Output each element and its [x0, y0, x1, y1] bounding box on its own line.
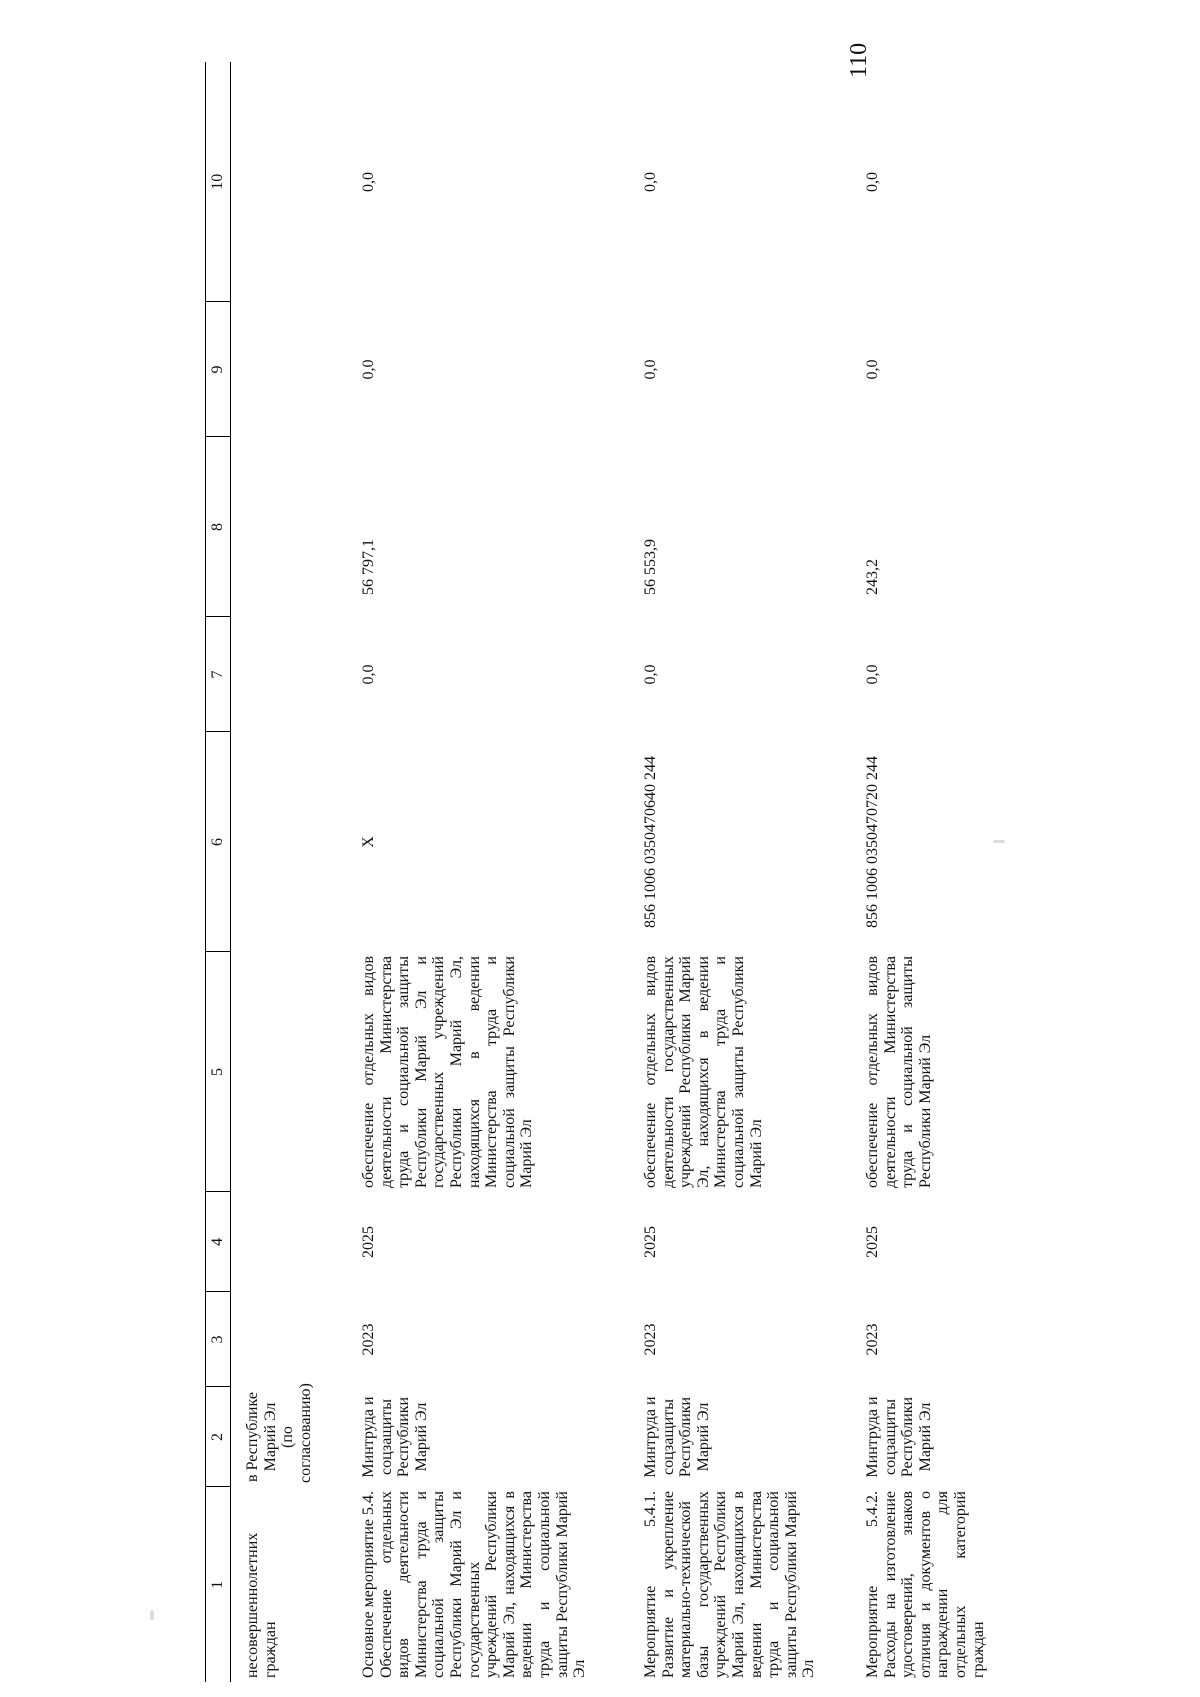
cell-value-7: 0,0: [864, 664, 881, 685]
column-header-10: 10: [206, 62, 231, 302]
rotated-table-container: [205, 42, 1005, 1682]
cell-code: [231, 732, 348, 952]
cell-value-7: 0,0: [360, 664, 377, 685]
cell-start: 2023: [360, 1323, 377, 1356]
column-header-9: 9: [206, 302, 231, 437]
column-header-4: 4: [206, 1192, 231, 1292]
cell-value-8: 56 797,1: [360, 539, 377, 595]
cell-value-10: 0,0: [864, 172, 881, 192]
cell-value-7: [231, 617, 348, 732]
column-header-3: 3: [206, 1292, 231, 1387]
cell-value-9: 0,0: [864, 359, 881, 380]
cell-name: Мероприятие 5.4.1. Развитие и укрепление материально-технической базы государственных учреждений Республики Марий Эл, находящихся в ведении Министерства труда и социальной защиты Республики Марий Эл: [642, 1491, 818, 1678]
header-row: [206, 62, 231, 1682]
cell-executor: Минтруда и соцзащиты Республики Марий Эл: [642, 1396, 712, 1478]
cell-end: [231, 1192, 348, 1292]
cell-value-8: [231, 437, 348, 617]
cell-value-8: 56 553,9: [642, 539, 659, 595]
cell-value-9: 0,0: [642, 359, 659, 380]
cell-name: Основное мероприятие 5.4. Обеспечение отдельных видов деятельности Министерства труда и социальной защиты Республики Марий Эл и государственных учреждений Республики Марий Эл, находящихся в ведении Министерства труда и социальной защиты Республики Марий Эл: [360, 1491, 589, 1678]
column-header-8: 8: [206, 437, 231, 617]
measures-table: [205, 62, 1014, 1682]
cell-executor: Минтруда и соцзащиты Республики Марий Эл: [864, 1396, 934, 1478]
table-row: [347, 62, 630, 1682]
column-header-7: 7: [206, 617, 231, 732]
cell-start: 2023: [642, 1323, 659, 1356]
table-row: [852, 62, 1014, 1682]
column-header-6: 6: [206, 732, 231, 952]
table-row: [630, 62, 852, 1682]
column-header-1: 1: [206, 1487, 231, 1682]
scan-mark: [993, 840, 1005, 843]
cell-end: 2025: [360, 1226, 377, 1258]
column-header-2: 2: [206, 1387, 231, 1487]
cell-direction: обеспечение отдельных видов деятельности государственных учреждений Республики Марий Эл, находящихся в ведении Министерства труда и социальной защиты Республики Марий Эл: [642, 956, 765, 1188]
cell-value-10: [231, 62, 348, 302]
cell-direction: обеспечение отдельных видов деятельности Министерства труда и социальной защиты Республики Марий Эл и государственных учреждений Республики Марий Эл, находящихся в ведении Министерства труда и социальной защиты Республики Марий Эл: [360, 956, 536, 1188]
scan-mark: [150, 1610, 154, 1620]
cell-name: несовершеннолетних граждан: [244, 1532, 279, 1678]
cell-value-9: 0,0: [360, 359, 377, 380]
cell-executor: в Республике Марий Эл (по согласованию): [244, 1383, 314, 1483]
cell-direction: [231, 952, 348, 1192]
cell-code: 856 1006 0350470640 244: [642, 756, 659, 928]
page-number: 110: [846, 42, 872, 78]
cell-value-10: 0,0: [642, 172, 659, 192]
cell-value-7: 0,0: [642, 664, 659, 685]
cell-executor: Минтруда и соцзащиты Республики Марий Эл: [360, 1396, 430, 1478]
cell-start: [231, 1292, 348, 1387]
cell-direction: обеспечение отдельных видов деятельности Министерства труда и социальной защиты Республики Марий Эл: [864, 956, 934, 1188]
cell-value-10: 0,0: [360, 172, 377, 192]
cell-name: Мероприятие 5.4.2. Расходы на изготовление удостоверений, знаков отличия и документов о награждении для отдельных категорий граждан: [864, 1491, 987, 1678]
cell-value-9: [231, 302, 348, 437]
cell-end: 2025: [864, 1226, 881, 1258]
cell-end: 2025: [642, 1226, 659, 1258]
column-header-5: 5: [206, 952, 231, 1192]
cell-start: 2023: [864, 1323, 881, 1356]
cell-value-8: 243,2: [864, 559, 881, 595]
cell-code: 856 1006 0350470720 244: [864, 756, 881, 928]
cell-code: Х: [360, 836, 377, 848]
table-row: [231, 62, 348, 1682]
